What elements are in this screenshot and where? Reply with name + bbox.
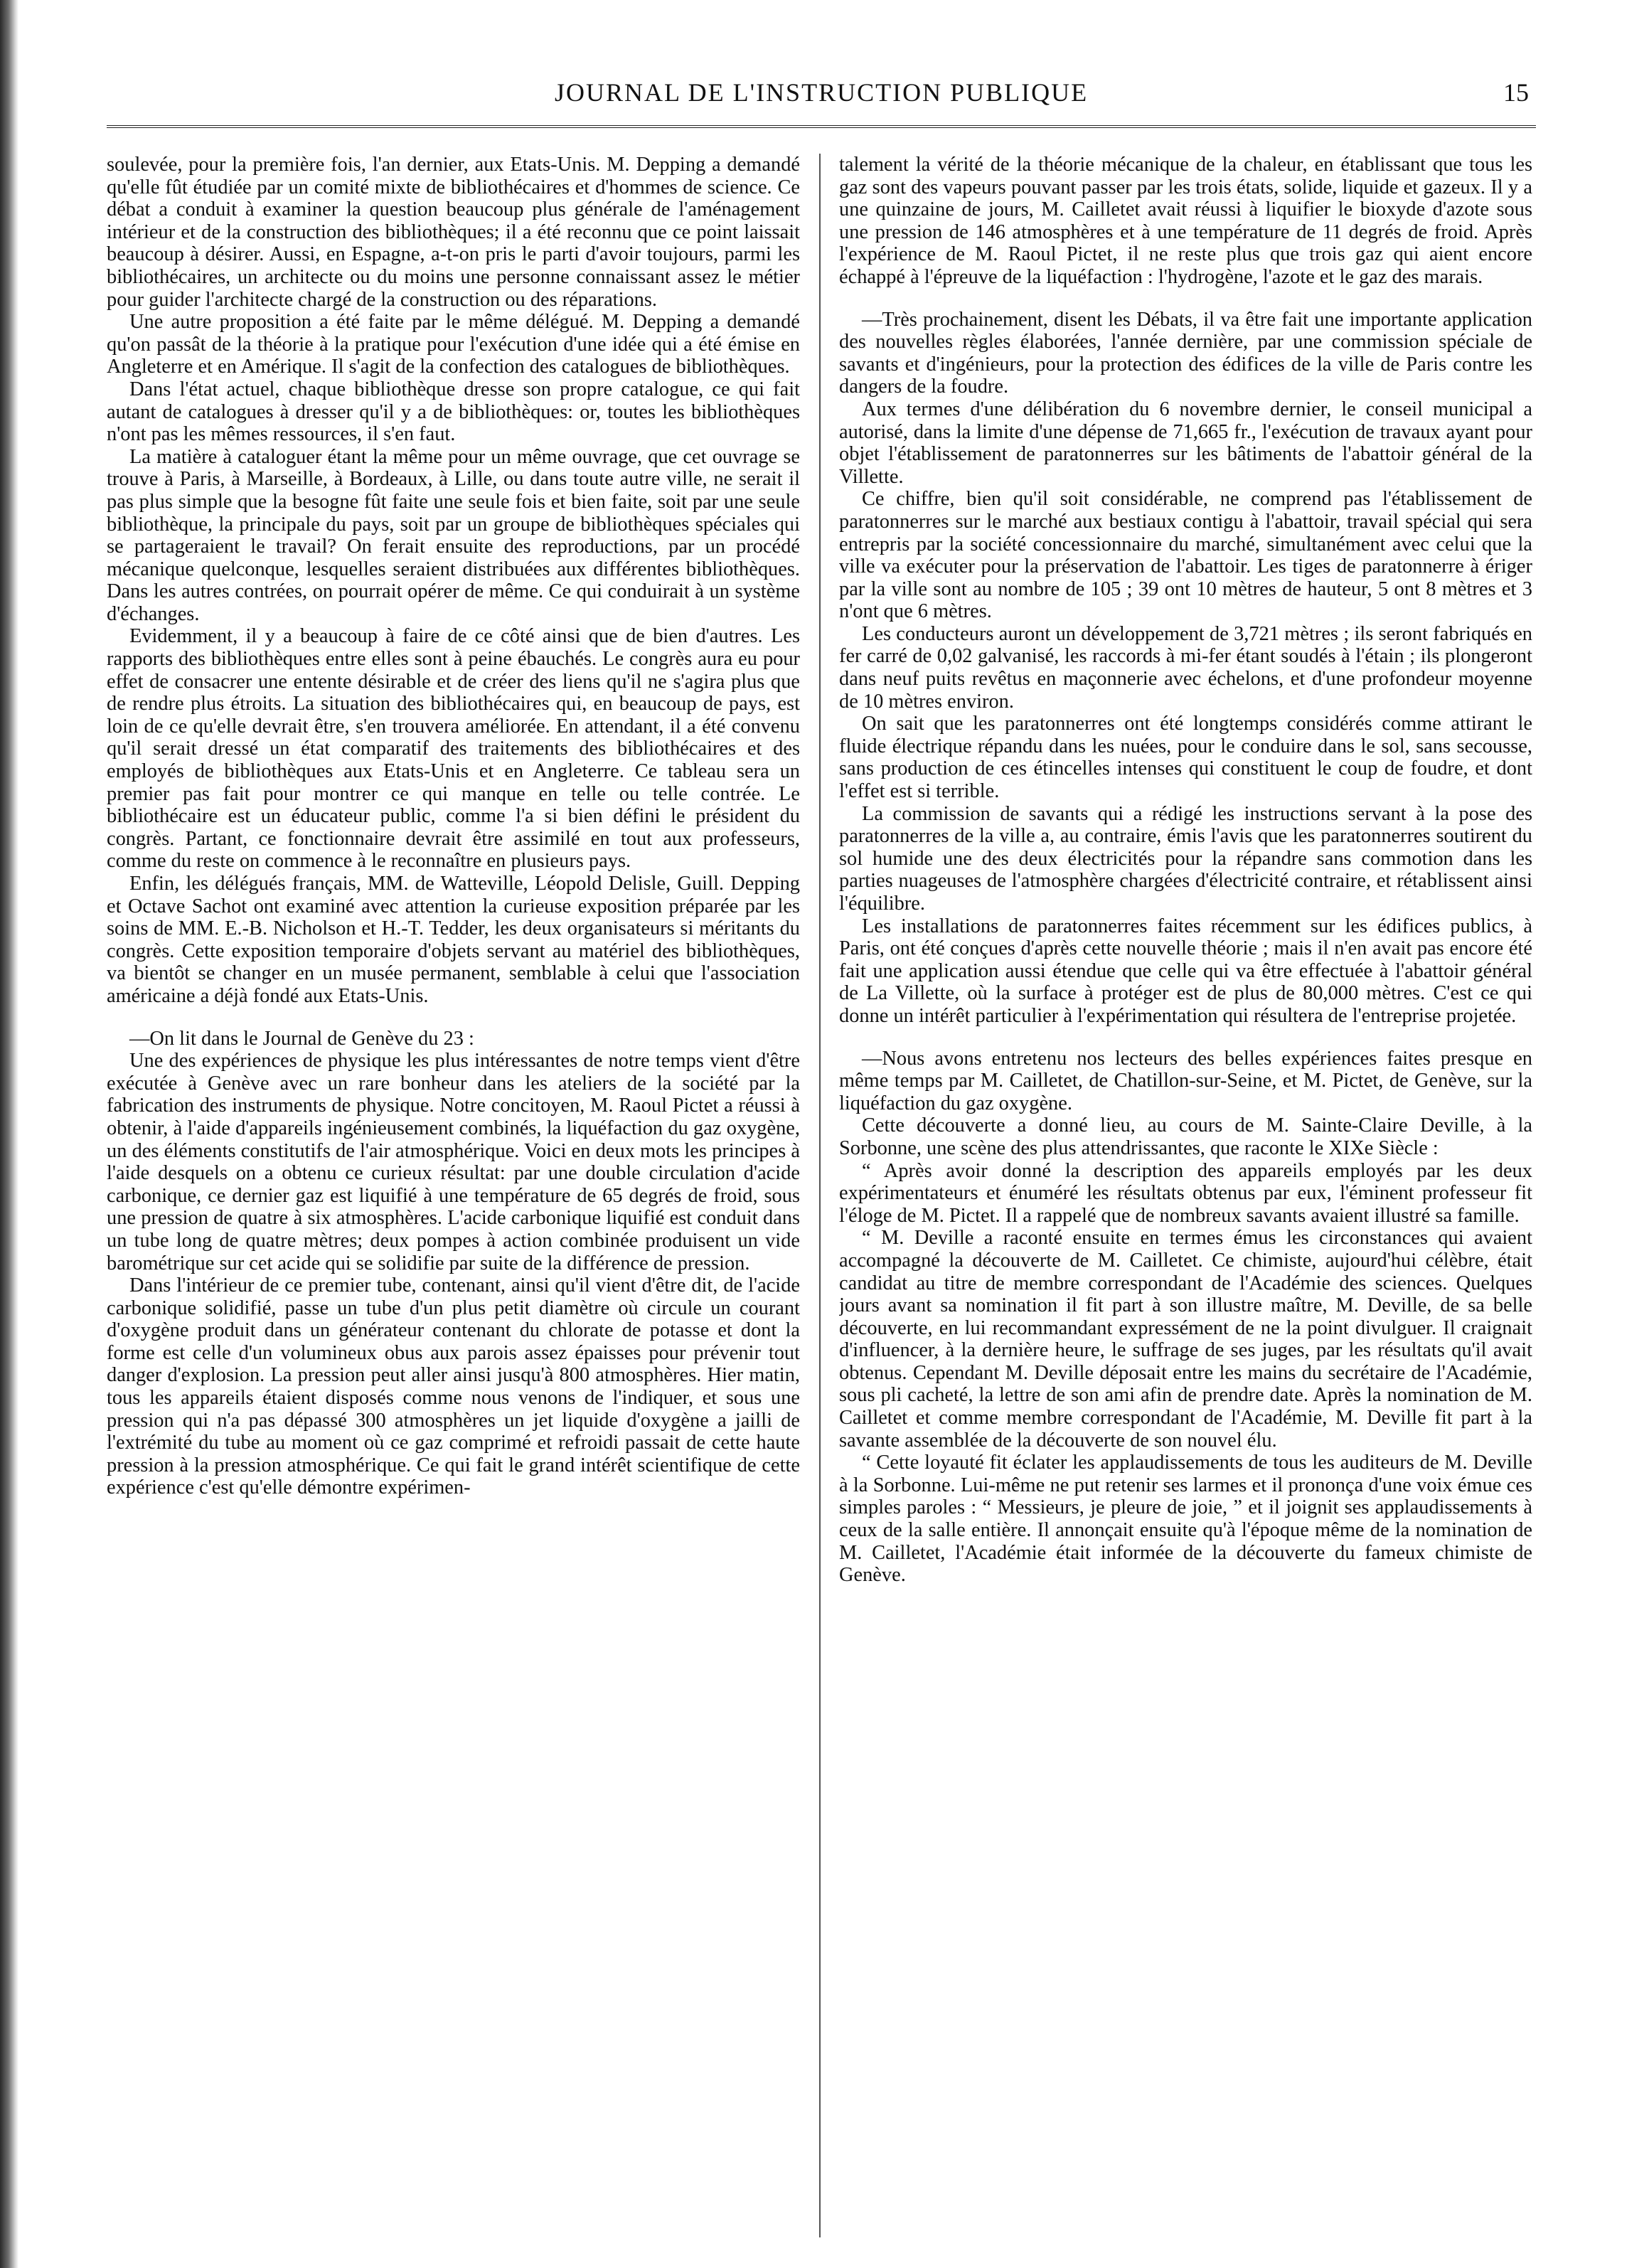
- paragraph: Evidemment, il y a beaucoup à faire de ce côté ainsi que de bien d'autres. Les rapports des bibliothèques entre elles sont à peine ébauchés. Le congrès aura eu pour effet de consacrer une entente désirable et de créer des liens qu'il ne s'agira plus que de rendre plus étroits. La situation des bibliothécaires qui, en beaucoup de pays, est loin de ce qu'elle devrait être, s'en trouvera améliorée. En attendant, il a été convenu qu'il serait dressé un état comparatif des traitements des bibliothécaires et des employés de bibliothèques aux Etats-Unis et en Angleterre. Ce tableau sera un premier pas fait pour montrer ce qui manque en telle ou telle contrée. Le bibliothécaire est un éducateur public, comme l'a si bien défini le président du congrès. Partant, ce fonctionnaire devrait être assimilé en tout aux professeurs, comme du reste on commence à le reconnaître en plusieurs pays.: [107, 625, 800, 873]
- article-lead: —Très prochainement, disent les Débats, il va être fait une importante application des nouvelles règles élaborées, l'année dernière, par une commission spéciale de savants et d'ingénieurs, pour la protection des édifices de la ville de Paris contre les dangers de la foudre.: [839, 308, 1532, 398]
- right-column: [839, 154, 1532, 2237]
- paragraph: soulevée, pour la première fois, l'an dernier, aux Etats-Unis. M. Depping a demandé qu'elle fût étudiée par un comité mixte de bibliothécaires et d'hommes de science. Ce débat a conduit à examiner la question beaucoup plus générale de l'aménagement intérieur et de la construction des bibliothèques; il a été reconnu que ce point laissait beaucoup à désirer. Aussi, en Espagne, a-t-on pris le parti d'avoir toujours, parmi les bibliothécaires, un architecte ou du moins une personne connaissant assez le métier pour guider l'architecte chargé de la construction ou des réparations.: [107, 154, 800, 311]
- paragraph: La matière à cataloguer étant la même pour un même ouvrage, que cet ouvrage se trouve à Paris, à Marseille, à Bordeaux, à Lille, ou dans toute autre ville, ne serait il pas plus simple que la besogne fût faite une seule fois et bien faite, soit par une seule bibliothèque, la principale du pays, soit par un groupe de bibliothèques spéciales qui se partageraient le travail? On ferait ensuite des reproductions, par un procédé mécanique quelconque, lesquelles seraient distribuées aux différentes bibliothèques. Dans les autres contrées, on pourrait opérer de même. Ce qui conduirait à un système d'échanges.: [107, 445, 800, 625]
- paragraph: On sait que les paratonnerres ont été longtemps considérés comme attirant le fluide électrique répandu dans les nuées, pour le conduire dans le sol, sans secousse, sans production de ces étincelles intenses qui constituent le coup de foudre, et dont l'effet est si terrible.: [839, 713, 1532, 803]
- paragraph: Enfin, les délégués français, MM. de Watteville, Léopold Delisle, Guill. Depping et Octave Sachot ont examiné avec attention la curieuse exposition préparée par les soins de MM. E.-B. Nicholson et H.-T. Tedder, les deux organisateurs si méritants du congrès. Cette exposition temporaire d'objets servant au matériel des bibliothèques, va bientôt se changer en un musée permanent, semblable à celui que l'association américaine a déjà fondé aux Etats-Unis.: [107, 873, 800, 1007]
- paragraph: “ Cette loyauté fit éclater les applaudissements de tous les auditeurs de M. Deville à la Sorbonne. Lui-même ne put retenir ses larmes et il prononça d'une voix émue ces simples paroles : “ Messieurs, je pleure de joie, ” et il joignit ses applaudissements à ceux de la salle entière. Il annonçait ensuite qu'à l'époque même de la nomination de M. Cailletet, l'Académie était informée de la découverte du fameux chimiste de Genève.: [839, 1452, 1532, 1587]
- paragraph: talement la vérité de la théorie mécanique de la chaleur, en établissant que tous les gaz sont des vapeurs pouvant passer par les trois états, solide, liquide et gazeux. Il y a une quinzaine de jours, M. Cailletet avait réussi à liquifier le bioxyde d'azote sous une pression de 146 atmosphères et à une température de 11 degrés de froid. Après l'expérience de M. Raoul Pictet, il ne reste plus que trois gaz qui aient encore échappé à l'épreuve de la liquéfaction : l'hydrogène, l'azote et le gaz des marais.: [839, 154, 1532, 288]
- article-lead: —Nous avons entretenu nos lecteurs des belles expériences faites presque en même temps par M. Cailletet, de Chatillon-sur-Seine, et M. Pictet, de Genève, sur la liquéfaction du gaz oxygène.: [839, 1047, 1532, 1114]
- paragraph: “ Après avoir donné la description des appareils employés par les deux expérimentateurs et énuméré les résultats obtenus par eux, l'éminent professeur fit l'éloge de M. Pictet. Il a rappelé que de nombreux savants avaient illustré sa famille.: [839, 1159, 1532, 1227]
- page-number: 15: [1503, 78, 1529, 107]
- header-rule: [107, 125, 1536, 128]
- column-divider: [819, 154, 821, 2237]
- paragraph: Cette découverte a donné lieu, au cours de M. Sainte-Claire Deville, à la Sorbonne, une scène des plus attendrissantes, que raconte le XIXe Siècle :: [839, 1114, 1532, 1159]
- newspaper-page: [107, 70, 1536, 2246]
- paragraph: Les installations de paratonnerres faites récemment sur les édifices publics, à Paris, ont été conçues d'après cette nouvelle théorie ; mais il n'en avait pas encore été fait une application aussi étendue que celle qui va être effectuée à l'abattoir général de La Villette, où la surface à protéger est de plus de 80,000 mètres. C'est ce qui donne un intérêt particulier à l'expérimentation qui résultera de l'entreprise projetée.: [839, 915, 1532, 1027]
- paragraph: Une des expériences de physique les plus intéressantes de notre temps vient d'être exécutée à Genève avec un rare bonheur dans les ateliers de la société par la fabrication des instruments de physique. Notre concitoyen, M. Raoul Pictet a réussi à obtenir, à l'aide d'appareils ingénieusement combinés, la liquéfaction du gaz oxygène, un des éléments constitutifs de l'air atmosphérique. Voici en deux mots les principes à l'aide desquels on a obtenu ce curieux résultat: par une double circulation d'acide carbonique, ce dernier gaz est liquifié à une température de 65 degrés de froid, sous une pression de quatre à six atmosphères. L'acide carbonique liquifié est conduit dans un tube long de quatre mètres; deux pompes à action combinée produisent un vide barométrique sur cet acide qui se solidifie par suite de la différence de pression.: [107, 1050, 800, 1274]
- paragraph: Dans l'état actuel, chaque bibliothèque dresse son propre catalogue, ce qui fait autant de catalogues à dresser qu'il y a de bibliothèques: or, toutes les bibliothèques n'ont pas les mêmes ressources, il s'en faut.: [107, 378, 800, 446]
- paragraph: “ M. Deville a raconté ensuite en termes émus les circonstances qui avaient accompagné la découverte de M. Cailletet. Ce chimiste, aujourd'hui célèbre, était candidat au titre de membre correspondant de l'Académie des sciences. Quelques jours avant sa nomination il fit part à son illustre maître, M. Deville, de sa belle découverte, en lui recommandant expressément de ne la point divulguer. Il craignait d'influencer, à la dernière heure, le suffrage de ses juges, par les résultats qu'il avait obtenus. Cependant M. Deville déposait entre les mains du secrétaire de l'Académie, sous pli cacheté, la lettre de son ami afin de prendre date. Après la nomination de M. Cailletet et comme membre correspondant de l'Académie, M. Deville fit part à la savante assemblée de la découverte de son nouvel élu.: [839, 1227, 1532, 1452]
- binding-edge: [0, 0, 18, 2268]
- article-lead: —On lit dans le Journal de Genève du 23 :: [129, 1027, 474, 1050]
- paragraph: Les conducteurs auront un développement de 3,721 mètres ; ils seront fabriqués en fer carré de 0,02 galvanisé, les raccords à mi-fer étant soudés à l'étain ; ils plongeront dans neuf puits revêtus en maçonnerie avec échelons, et d'une profondeur moyenne de 10 mètres environ.: [839, 622, 1532, 713]
- journal-title: JOURNAL DE L'INSTRUCTION PUBLIQUE: [554, 78, 1089, 107]
- paragraph: Dans l'intérieur de ce premier tube, contenant, ainsi qu'il vient d'être dit, de l'acide carbonique solidifié, passe un tube d'un plus petit diamètre où circule un courant d'oxygène produit dans un générateur contenant du chlorate de potasse et dont la forme est celle d'un volumineux obus aux parois assez épaisses pour prévenir tout danger d'explosion. La pression peut aller ainsi jusqu'à 800 atmosphères. Hier matin, tous les appareils étaient disposés comme nous venons de l'indiquer, et sous une pression qui n'a pas dépassé 300 atmosphères un jet liquide d'oxygène a jailli de l'extrémité du tube au moment où ce gaz comprimé et refroidi passait de cette haute pression à la pression atmosphérique. Ce qui fait le grand intérêt scientifique de cette expérience c'est qu'elle démontre expérimen-: [107, 1274, 800, 1499]
- paragraph: La commission de savants qui a rédigé les instructions servant à la pose des paratonnerres de la ville a, au contraire, émis l'avis que les paratonnerres soutirent du sol humide une des deux électricités pour la répandre sans commotion dans les parties nuageuses de l'atmosphère chargées d'électricité contraire, et rétablissent ainsi l'équilibre.: [839, 802, 1532, 915]
- paragraph: Aux termes d'une délibération du 6 novembre dernier, le conseil municipal a autorisé, dans la limite d'une dépense de 71,665 fr., l'exécution de travaux ayant pour objet l'établissement de paratonnerres sur les bâtiments de l'abattoir général de la Villette.: [839, 398, 1532, 488]
- text-columns: [107, 154, 1536, 2237]
- left-column: [107, 154, 800, 2237]
- paragraph: Ce chiffre, bien qu'il soit considérable, ne comprend pas l'établissement de paratonnerres sur le marché aux bestiaux contigu à l'abattoir, travail spécial qui sera entrepris par la société concessionnaire du marché, simultanément avec celui que la ville va exécuter pour la préservation de l'abattoir. Les tiges de paratonnerre à ériger par la ville sont au nombre de 105 ; 39 ont 10 mètres de hauteur, 5 ont 8 mètres et 3 n'ont que 6 mètres.: [839, 488, 1532, 623]
- running-head: [107, 70, 1536, 115]
- paragraph: Une autre proposition a été faite par le même délégué. M. Depping a demandé qu'on passât de la théorie à la pratique pour l'exécution d'une idée qui a été émise en Angleterre et en Amérique. Il s'agit de la confection des catalogues de bibliothèques.: [107, 311, 800, 378]
